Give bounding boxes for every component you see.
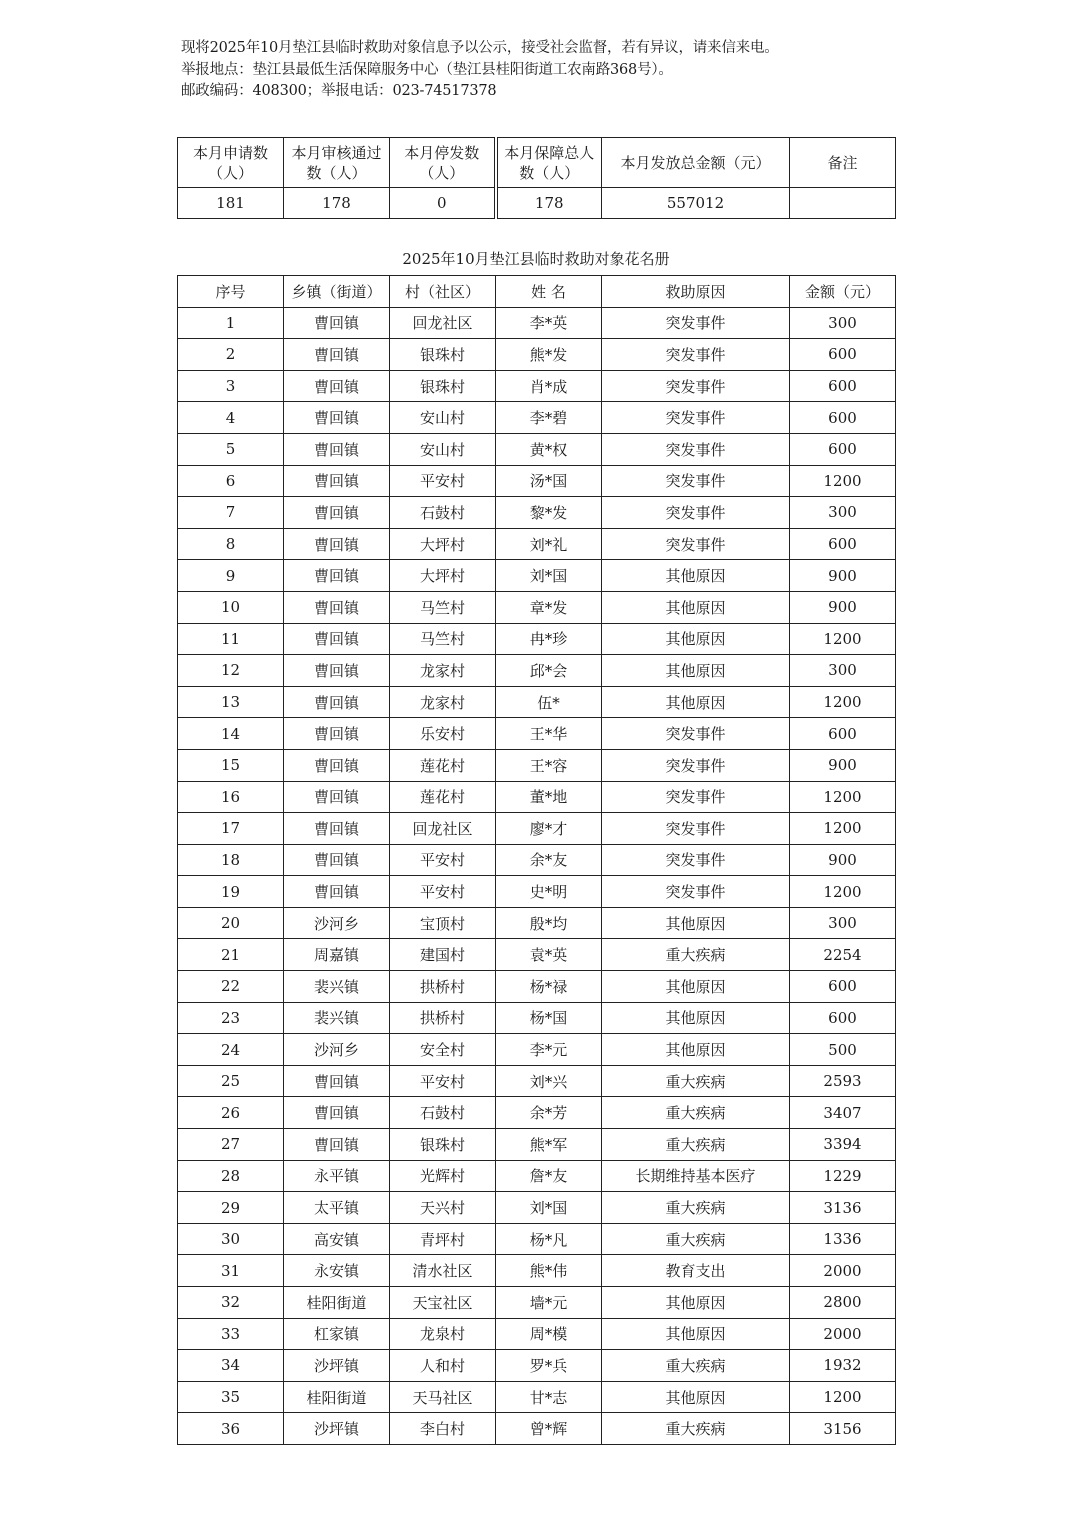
cell-name: 余*友 [496, 844, 602, 876]
cell-name: 李*英 [496, 307, 602, 339]
table-row [178, 465, 896, 497]
cell-amount: 900 [790, 749, 896, 781]
cell-amount: 600 [790, 339, 896, 371]
table-row [178, 1065, 896, 1097]
cell-township: 曹回镇 [284, 433, 390, 465]
cell-reason: 突发事件 [602, 307, 790, 339]
summary-header-cell: 本月发放总金额（元） [602, 138, 790, 188]
cell-index: 33 [178, 1318, 284, 1350]
roster-table [177, 275, 896, 1445]
cell-village: 银珠村 [390, 339, 496, 371]
summary-header-row [178, 138, 896, 188]
header-reason: 救助原因 [602, 276, 790, 308]
table-row [178, 497, 896, 529]
cell-amount: 1200 [790, 876, 896, 908]
cell-amount: 2800 [790, 1287, 896, 1319]
cell-reason: 突发事件 [602, 339, 790, 371]
cell-village: 平安村 [390, 465, 496, 497]
cell-village: 银珠村 [390, 1129, 496, 1161]
cell-amount: 300 [790, 497, 896, 529]
table-row [178, 1287, 896, 1319]
cell-amount: 3156 [790, 1413, 896, 1445]
cell-village: 平安村 [390, 1065, 496, 1097]
table-row [178, 1255, 896, 1287]
cell-index: 1 [178, 307, 284, 339]
applications-count: 181 [178, 188, 284, 219]
cell-reason: 重大疾病 [602, 1129, 790, 1161]
cell-amount: 2000 [790, 1255, 896, 1287]
cell-name: 伍* [496, 686, 602, 718]
cell-reason: 重大疾病 [602, 1350, 790, 1382]
cell-village: 回龙社区 [390, 307, 496, 339]
cell-index: 22 [178, 971, 284, 1003]
cell-reason: 突发事件 [602, 749, 790, 781]
cell-reason: 其他原因 [602, 1002, 790, 1034]
cell-index: 9 [178, 560, 284, 592]
cell-township: 高安镇 [284, 1223, 390, 1255]
header-amount: 金额（元） [790, 276, 896, 308]
cell-name: 汤*国 [496, 465, 602, 497]
table-row [178, 686, 896, 718]
cell-township: 曹回镇 [284, 623, 390, 655]
cell-township: 杠家镇 [284, 1318, 390, 1350]
notice-line: 邮政编码：408300；举报电话：023-74517378 [181, 83, 497, 99]
cell-reason: 其他原因 [602, 1287, 790, 1319]
cell-index: 13 [178, 686, 284, 718]
cell-village: 平安村 [390, 844, 496, 876]
cell-amount: 900 [790, 844, 896, 876]
cell-name: 章*发 [496, 591, 602, 623]
cell-village: 马竺村 [390, 623, 496, 655]
cell-index: 7 [178, 497, 284, 529]
monthly-summary-table [177, 137, 896, 219]
cell-index: 24 [178, 1034, 284, 1066]
cell-village: 大坪村 [390, 528, 496, 560]
table-row [178, 844, 896, 876]
table-row [178, 813, 896, 845]
cell-village: 回龙社区 [390, 813, 496, 845]
cell-index: 17 [178, 813, 284, 845]
cell-amount: 900 [790, 560, 896, 592]
cell-village: 人和村 [390, 1350, 496, 1382]
remarks [790, 188, 896, 219]
cell-reason: 重大疾病 [602, 1065, 790, 1097]
cell-amount: 500 [790, 1034, 896, 1066]
table-row [178, 1002, 896, 1034]
cell-amount: 600 [790, 1002, 896, 1034]
cell-township: 曹回镇 [284, 655, 390, 687]
cell-village: 龙家村 [390, 686, 496, 718]
summary-header-cell: 本月申请数 （人） [178, 138, 284, 188]
cell-index: 28 [178, 1160, 284, 1192]
cell-amount: 3136 [790, 1192, 896, 1224]
cell-name: 熊*发 [496, 339, 602, 371]
cell-index: 34 [178, 1350, 284, 1382]
table-row [178, 907, 896, 939]
header-township: 乡镇（街道） [284, 276, 390, 308]
cell-amount: 300 [790, 907, 896, 939]
cell-township: 曹回镇 [284, 402, 390, 434]
table-row [178, 591, 896, 623]
cell-village: 银珠村 [390, 370, 496, 402]
cell-reason: 重大疾病 [602, 1223, 790, 1255]
cell-index: 3 [178, 370, 284, 402]
cell-amount: 600 [790, 402, 896, 434]
cell-township: 曹回镇 [284, 560, 390, 592]
table-row [178, 1097, 896, 1129]
cell-village: 乐安村 [390, 718, 496, 750]
cell-amount: 1200 [790, 623, 896, 655]
cell-township: 裴兴镇 [284, 971, 390, 1003]
summary-header-cell: 本月审核通过 数（人） [284, 138, 390, 188]
cell-index: 8 [178, 528, 284, 560]
cell-index: 16 [178, 781, 284, 813]
table-row [178, 402, 896, 434]
cell-name: 杨*国 [496, 1002, 602, 1034]
cell-amount: 1200 [790, 781, 896, 813]
cell-village: 天宝社区 [390, 1287, 496, 1319]
cell-index: 5 [178, 433, 284, 465]
cell-index: 31 [178, 1255, 284, 1287]
cell-township: 曹回镇 [284, 1097, 390, 1129]
cell-name: 刘*兴 [496, 1065, 602, 1097]
cell-index: 11 [178, 623, 284, 655]
cell-village: 龙泉村 [390, 1318, 496, 1350]
table-row [178, 1381, 896, 1413]
cell-index: 30 [178, 1223, 284, 1255]
table-row [178, 749, 896, 781]
cell-reason: 突发事件 [602, 718, 790, 750]
cell-name: 李*元 [496, 1034, 602, 1066]
cell-village: 天兴村 [390, 1192, 496, 1224]
cell-amount: 1932 [790, 1350, 896, 1382]
cell-township: 沙河乡 [284, 1034, 390, 1066]
cell-name: 熊*伟 [496, 1255, 602, 1287]
cell-amount: 2593 [790, 1065, 896, 1097]
cell-name: 余*芳 [496, 1097, 602, 1129]
cell-name: 肖*成 [496, 370, 602, 402]
cell-index: 6 [178, 465, 284, 497]
cell-reason: 其他原因 [602, 907, 790, 939]
cell-amount: 1336 [790, 1223, 896, 1255]
cell-index: 2 [178, 339, 284, 371]
table-row [178, 655, 896, 687]
cell-name: 王*容 [496, 749, 602, 781]
cell-amount: 900 [790, 591, 896, 623]
cell-village: 安全村 [390, 1034, 496, 1066]
cell-name: 黎*发 [496, 497, 602, 529]
cell-reason: 突发事件 [602, 433, 790, 465]
cell-index: 12 [178, 655, 284, 687]
cell-township: 太平镇 [284, 1192, 390, 1224]
cell-village: 安山村 [390, 402, 496, 434]
table-row [178, 1350, 896, 1382]
cell-reason: 教育支出 [602, 1255, 790, 1287]
cell-index: 25 [178, 1065, 284, 1097]
cell-reason: 突发事件 [602, 528, 790, 560]
cell-amount: 1200 [790, 813, 896, 845]
cell-village: 光辉村 [390, 1160, 496, 1192]
cell-amount: 1200 [790, 686, 896, 718]
cell-township: 沙坪镇 [284, 1350, 390, 1382]
cell-amount: 600 [790, 433, 896, 465]
cell-village: 石鼓村 [390, 497, 496, 529]
cell-name: 詹*友 [496, 1160, 602, 1192]
cell-township: 永安镇 [284, 1255, 390, 1287]
cell-name: 杨*凡 [496, 1223, 602, 1255]
cell-reason: 其他原因 [602, 686, 790, 718]
cell-township: 曹回镇 [284, 813, 390, 845]
cell-name: 董*地 [496, 781, 602, 813]
notice-line: 现将2025年10月垫江县临时救助对象信息予以公示，接受社会监督，若有异议，请来信来电。 [181, 40, 779, 56]
summary-header-cell: 本月停发数 （人） [390, 138, 496, 188]
cell-township: 曹回镇 [284, 844, 390, 876]
table-row [178, 718, 896, 750]
cell-village: 宝顶村 [390, 907, 496, 939]
cell-reason: 其他原因 [602, 1034, 790, 1066]
cell-name: 黄*权 [496, 433, 602, 465]
cell-name: 史*明 [496, 876, 602, 908]
cell-village: 安山村 [390, 433, 496, 465]
cell-village: 大坪村 [390, 560, 496, 592]
cell-name: 杨*禄 [496, 971, 602, 1003]
public-notice [181, 38, 779, 103]
cell-reason: 重大疾病 [602, 1413, 790, 1445]
cell-reason: 其他原因 [602, 560, 790, 592]
cell-amount: 600 [790, 971, 896, 1003]
header-village: 村（社区） [390, 276, 496, 308]
cell-name: 刘*国 [496, 1192, 602, 1224]
cell-township: 曹回镇 [284, 781, 390, 813]
cell-name: 廖*才 [496, 813, 602, 845]
cell-name: 袁*英 [496, 939, 602, 971]
cell-index: 32 [178, 1287, 284, 1319]
cell-amount: 1229 [790, 1160, 896, 1192]
summary-value-row [178, 188, 896, 219]
cell-index: 23 [178, 1002, 284, 1034]
table-row [178, 1034, 896, 1066]
cell-name: 曾*辉 [496, 1413, 602, 1445]
cell-name: 墙*元 [496, 1287, 602, 1319]
total-amount: 557012 [602, 188, 790, 219]
cell-township: 曹回镇 [284, 718, 390, 750]
cell-township: 桂阳街道 [284, 1287, 390, 1319]
cell-reason: 突发事件 [602, 813, 790, 845]
cell-township: 沙河乡 [284, 907, 390, 939]
cell-amount: 300 [790, 655, 896, 687]
cell-index: 14 [178, 718, 284, 750]
cell-amount: 3394 [790, 1129, 896, 1161]
cell-amount: 600 [790, 718, 896, 750]
table-row [178, 623, 896, 655]
cell-reason: 突发事件 [602, 465, 790, 497]
cell-amount: 600 [790, 370, 896, 402]
cell-name: 刘*礼 [496, 528, 602, 560]
cell-amount: 2254 [790, 939, 896, 971]
cell-reason: 突发事件 [602, 844, 790, 876]
table-row [178, 1413, 896, 1445]
header-name: 姓 名 [496, 276, 602, 308]
table-row [178, 307, 896, 339]
table-row [178, 781, 896, 813]
cell-village: 龙家村 [390, 655, 496, 687]
cell-township: 曹回镇 [284, 370, 390, 402]
cell-index: 26 [178, 1097, 284, 1129]
cell-name: 邱*会 [496, 655, 602, 687]
approved-count: 178 [284, 188, 390, 219]
cell-amount: 3407 [790, 1097, 896, 1129]
cell-reason: 突发事件 [602, 497, 790, 529]
cell-reason: 重大疾病 [602, 1097, 790, 1129]
cell-township: 周嘉镇 [284, 939, 390, 971]
table-row [178, 370, 896, 402]
cell-reason: 突发事件 [602, 402, 790, 434]
cell-township: 曹回镇 [284, 339, 390, 371]
cell-village: 拱桥村 [390, 1002, 496, 1034]
cell-index: 35 [178, 1381, 284, 1413]
table-row [178, 1192, 896, 1224]
cell-reason: 突发事件 [602, 370, 790, 402]
cell-reason: 其他原因 [602, 591, 790, 623]
cell-reason: 其他原因 [602, 623, 790, 655]
table-row [178, 876, 896, 908]
table-row [178, 560, 896, 592]
cell-village: 清水社区 [390, 1255, 496, 1287]
table-row [178, 1160, 896, 1192]
cell-village: 石鼓村 [390, 1097, 496, 1129]
cell-reason: 突发事件 [602, 781, 790, 813]
summary-header-cell: 本月保障总人 数（人） [496, 138, 602, 188]
cell-name: 殷*均 [496, 907, 602, 939]
table-row [178, 339, 896, 371]
cell-township: 曹回镇 [284, 749, 390, 781]
cell-village: 莲花村 [390, 749, 496, 781]
cell-village: 拱桥村 [390, 971, 496, 1003]
cell-village: 李白村 [390, 1413, 496, 1445]
cell-reason: 其他原因 [602, 655, 790, 687]
cell-index: 4 [178, 402, 284, 434]
cell-township: 永平镇 [284, 1160, 390, 1192]
cell-village: 莲花村 [390, 781, 496, 813]
cell-name: 李*碧 [496, 402, 602, 434]
total-covered-count: 178 [496, 188, 602, 219]
cell-township: 曹回镇 [284, 497, 390, 529]
cell-index: 27 [178, 1129, 284, 1161]
cell-name: 周*模 [496, 1318, 602, 1350]
cell-township: 裴兴镇 [284, 1002, 390, 1034]
cell-township: 曹回镇 [284, 591, 390, 623]
cell-township: 桂阳街道 [284, 1381, 390, 1413]
cell-township: 曹回镇 [284, 1129, 390, 1161]
cell-village: 青坪村 [390, 1223, 496, 1255]
cell-index: 36 [178, 1413, 284, 1445]
cell-name: 刘*国 [496, 560, 602, 592]
cell-name: 熊*军 [496, 1129, 602, 1161]
cell-township: 曹回镇 [284, 307, 390, 339]
cell-township: 曹回镇 [284, 1065, 390, 1097]
cell-name: 罗*兵 [496, 1350, 602, 1382]
table-row [178, 1318, 896, 1350]
cell-amount: 2000 [790, 1318, 896, 1350]
cell-index: 18 [178, 844, 284, 876]
cell-township: 曹回镇 [284, 686, 390, 718]
table-row [178, 528, 896, 560]
notice-line: 举报地点：垫江县最低生活保障服务中心（垫江县桂阳街道工农南路368号）。 [181, 61, 673, 78]
cell-index: 29 [178, 1192, 284, 1224]
cell-index: 19 [178, 876, 284, 908]
cell-reason: 其他原因 [602, 971, 790, 1003]
cell-amount: 300 [790, 307, 896, 339]
cell-index: 10 [178, 591, 284, 623]
cell-name: 甘*志 [496, 1381, 602, 1413]
cell-index: 21 [178, 939, 284, 971]
table-row [178, 971, 896, 1003]
cell-index: 20 [178, 907, 284, 939]
cell-amount: 1200 [790, 1381, 896, 1413]
cell-reason: 其他原因 [602, 1381, 790, 1413]
cell-village: 建国村 [390, 939, 496, 971]
cell-village: 平安村 [390, 876, 496, 908]
cell-reason: 其他原因 [602, 1318, 790, 1350]
summary-header-cell: 备注 [790, 138, 896, 188]
cell-reason: 重大疾病 [602, 939, 790, 971]
table-row [178, 433, 896, 465]
cell-reason: 突发事件 [602, 876, 790, 908]
cell-name: 王*华 [496, 718, 602, 750]
cell-township: 曹回镇 [284, 465, 390, 497]
cell-township: 曹回镇 [284, 876, 390, 908]
table-row [178, 939, 896, 971]
suspended-count: 0 [390, 188, 496, 219]
cell-name: 冉*珍 [496, 623, 602, 655]
cell-amount: 600 [790, 528, 896, 560]
cell-reason: 重大疾病 [602, 1192, 790, 1224]
header-index: 序号 [178, 276, 284, 308]
roster-header-row [178, 276, 896, 308]
table-row [178, 1223, 896, 1255]
cell-amount: 1200 [790, 465, 896, 497]
cell-village: 天马社区 [390, 1381, 496, 1413]
cell-index: 15 [178, 749, 284, 781]
cell-reason: 长期维持基本医疗 [602, 1160, 790, 1192]
cell-village: 马竺村 [390, 591, 496, 623]
roster-title: 2025年10月垫江县临时救助对象花名册 [402, 250, 670, 268]
cell-township: 沙坪镇 [284, 1413, 390, 1445]
table-row [178, 1129, 896, 1161]
cell-township: 曹回镇 [284, 528, 390, 560]
